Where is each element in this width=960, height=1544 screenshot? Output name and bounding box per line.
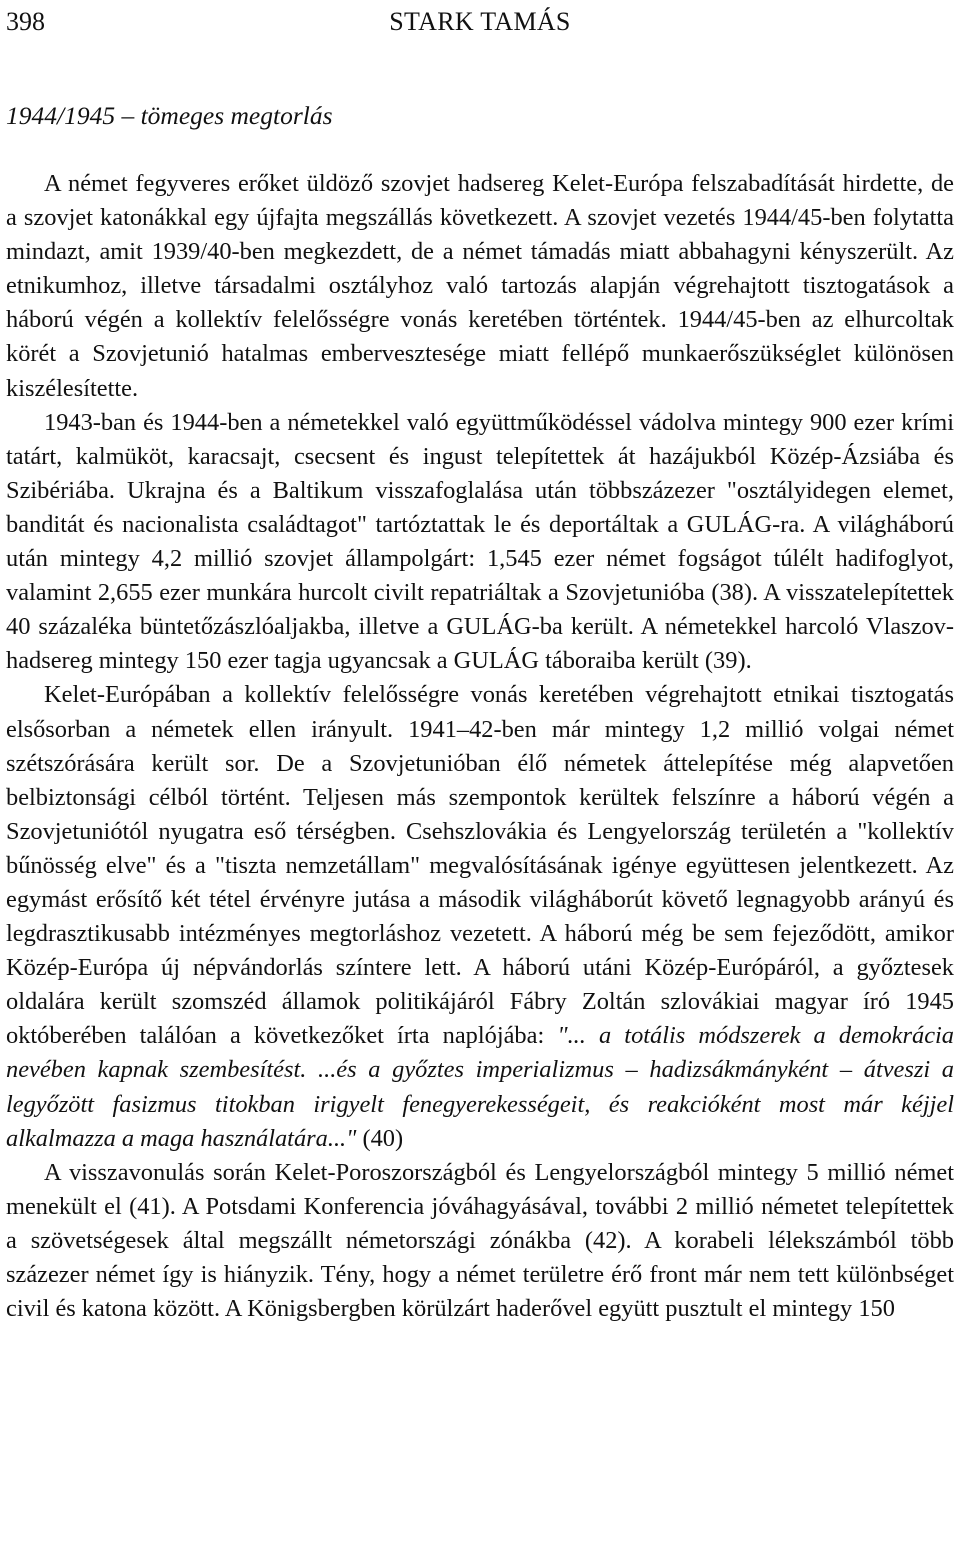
paragraph-3-text: Kelet-Európában a kollektív felelősségre vonás keretében végrehajtott etnikai tisztogatás elsősorban a németek ellen irányult. 1941–42-ben már mintegy 1,2 millió volgai német szétszórására került sor. De a Szovjetunióban élő németek áttelepítése még alapvetően belbiztonsági célból történt. Teljesen más szempontok kerültek felszínre a háború végén a Szovjetuniótól nyugatra eső térségben. Csehszlovákia és Lengyelország területén a "kollektív bűnösség elve" és a "tiszta nemzetállam" megvalósításának igénye együttesen jelentkezett. Az egymást erősítő két tétel érvényre jutása a második világháborút követő legnagyobb arányú és legdrasztikusabb intézményes megtorláshoz vezetett. A háború még be sem fejeződött, amikor Közép-Európa új népvándorlás színtere lett. A háború utáni Közép-Európáról, a győztesek oldalára került szomszéd államok politikájáról Fábry Zoltán szlovákiai magyar író 1945 októberében találóan a következőket írta naplójába: bbox=[6, 681, 954, 1050]
running-head: STARK TAMÁS bbox=[389, 7, 571, 36]
citation-40: (40) bbox=[356, 1124, 404, 1152]
fabry-quote: "... a totális módszerek a demokrácia nevében kapnak szembesítést. ...és a győztes imperializmus – hadizsákmányként – átveszi a legyőzött fasizmus titokban irigyelt fenegyerekességeit, és reakcióként most már kéjjel alkalmazza a maga használatára..." bbox=[6, 1022, 954, 1152]
page-number: 398 bbox=[6, 7, 45, 36]
paragraph-1: A német fegyveres erőket üldöző szovjet hadsereg Kelet-Európa felszabadítását hirdette, de a szovjet katonákkal egy újfajta megszállás következett. A szovjet vezetés 1944/45-ben folytatta mindazt, amit 1939/40-ben megkezdett, de a német támadás miatt abbahagyni kényszerült. Az etnikumhoz, illetve társadalmi osztályhoz való tartozás alapján végrehajtott tisztogatások a háború végén a kollektív felelősségre vonás keretében történtek. 1944/45-ben az elhurcoltak körét a Szovjetunió hatalmas embervesztesége miatt fellépő munkaerőszükséglet különösen kiszélesítette. bbox=[6, 170, 954, 402]
paragraph-3 bbox=[6, 678, 954, 1155]
section-title: 1944/1945 – tömeges megtorlás bbox=[6, 101, 333, 130]
paragraph-2: 1943-ban és 1944-ben a németekkel való együttműködéssel vádolva mintegy 900 ezer krími tatárt, kalmüköt, karacsajt, csecsent és ingust telepítettek át hazájukból Közép-Ázsiába és Szibériába. Ukrajna és a Baltikum visszafoglalása után többszázezer "osztályidegen elemet, banditát és nacionalista családtagot" tartóztattak le és deportáltak a GULÁG-ra. A világháború után mintegy 4,2 millió szovjet állampolgárt: 1,545 ezer német fogságot túlélt hadifoglyot, valamint 2,655 ezer munkára hurcolt civilt repatriáltak a Szovjetunióba (38). A visszatelepítettek 40 százaléka büntetőzászlóaljakba, illetve a GULÁG-ba került. A németekkel harcoló Vlaszov-hadsereg mintegy 150 ezer tagja ugyancsak a GULÁG táboraiba került (39). bbox=[6, 408, 954, 675]
page-header bbox=[6, 2, 954, 42]
paragraph-4: A visszavonulás során Kelet-Poroszországból és Lengyelországból mintegy 5 millió német menekült el (41). A Potsdami Konferencia jóváhagyásával, további 2 millió németet telepítettek a szövetségesek által megszállt németországi zónákba (42). A korabeli lélekszámból több százezer német így is hiányzik. Tény, hogy a német területre érő front már nem tett különbséget civil és katona között. A Königsbergben körülzárt haderővel együtt pusztult el mintegy 150 bbox=[6, 1158, 954, 1323]
body-text bbox=[6, 167, 954, 1326]
